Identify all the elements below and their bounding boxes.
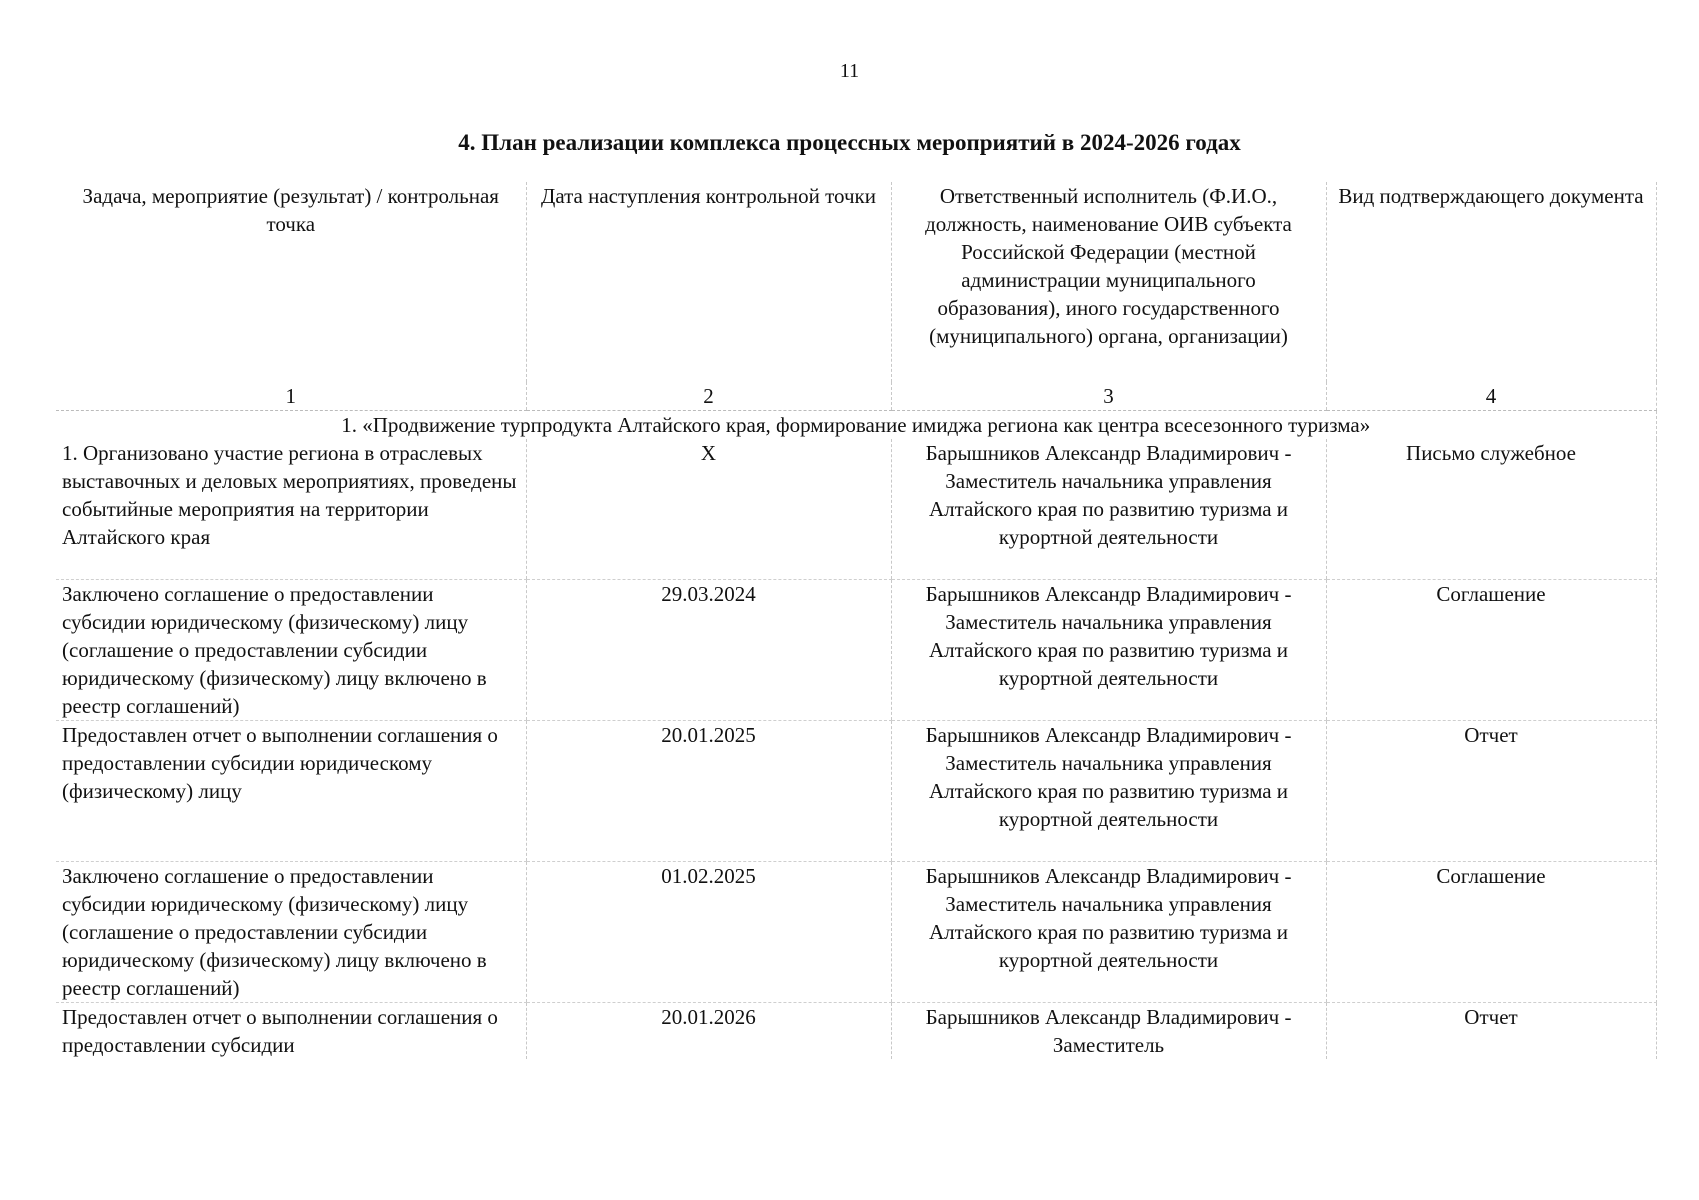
table-header-row <box>56 182 1656 382</box>
document-cell: Письмо служебное <box>1326 439 1656 580</box>
column-number-row <box>56 382 1656 411</box>
responsible-cell: Барышников Александр Владимирович - Заместитель начальника управления Алтайского края по развитию туризма и курортной деятельности <box>891 439 1326 580</box>
date-cell: 20.01.2026 <box>526 1003 891 1060</box>
section-title: 1. «Продвижение турпродукта Алтайского края, формирование имиджа региона как центра всесезонного туризма» <box>56 411 1656 440</box>
table-row <box>56 862 1656 1003</box>
page-title: 4. План реализации комплекса процессных мероприятий в 2024-2026 годах <box>458 130 1241 155</box>
responsible-cell: Барышников Александр Владимирович - Заместитель начальника управления Алтайского края по развитию туризма и курортной деятельности <box>891 721 1326 862</box>
date-cell: 01.02.2025 <box>526 862 891 1003</box>
responsible-cell: Барышников Александр Владимирович - Заместитель начальника управления Алтайского края по развитию туризма и курортной деятельности <box>891 862 1326 1003</box>
task-cell: Предоставлен отчет о выполнении соглашения о предоставлении субсидии юридическому (физическому) лицу <box>56 721 526 862</box>
task-cell: 1. Организовано участие региона в отраслевых выставочных и деловых мероприятиях, проведены событийные мероприятия на территории Алтайского края <box>56 439 526 580</box>
header-date: Дата наступления контрольной точки <box>526 182 891 382</box>
column-number-3: 3 <box>891 382 1326 411</box>
responsible-cell: Барышников Александр Владимирович - Заместитель начальника управления Алтайского края по развитию туризма и курортной деятельности <box>891 580 1326 721</box>
table-row <box>56 1003 1656 1060</box>
header-task: Задача, мероприятие (результат) / контрольная точка <box>82 184 499 236</box>
task-cell: Предоставлен отчет о выполнении соглашения о предоставлении субсидии <box>62 1005 498 1057</box>
section-row <box>56 411 1656 440</box>
table-row <box>56 439 1656 580</box>
task-cell: Заключено соглашение о предоставлении субсидии юридическому (физическому) лицу (соглашение о предоставлении субсидии юридическому (физическому) лицу включено в реестр соглашений) <box>56 580 526 721</box>
implementation-plan-table <box>56 182 1657 1059</box>
column-number-1: 1 <box>56 382 526 411</box>
responsible-cell: Барышников Александр Владимирович - Заместитель <box>891 1003 1326 1060</box>
page-number: 11 <box>839 60 860 82</box>
date-cell: 29.03.2024 <box>526 580 891 721</box>
date-cell: 20.01.2025 <box>526 721 891 862</box>
header-document: Вид подтверждающего документа <box>1326 182 1656 382</box>
document-cell: Отчет <box>1326 1003 1656 1060</box>
task-cell: Заключено соглашение о предоставлении субсидии юридическому (физическому) лицу (соглашение о предоставлении субсидии юридическому (физическому) лицу включено в реестр соглашений) <box>56 862 526 1003</box>
document-cell: Отчет <box>1326 721 1656 862</box>
document-cell: Соглашение <box>1326 580 1656 721</box>
column-number-2: 2 <box>526 382 891 411</box>
table-row <box>56 580 1656 721</box>
document-cell: Соглашение <box>1326 862 1656 1003</box>
column-number-4: 4 <box>1326 382 1656 411</box>
date-cell: Х <box>526 439 891 580</box>
header-responsible: Ответственный исполнитель (Ф.И.О., должность, наименование ОИВ субъекта Российской Федерации (местной администрации муниципального образования), иного государственного (муниципального) органа, организации) <box>891 182 1326 382</box>
table-row <box>56 721 1656 862</box>
